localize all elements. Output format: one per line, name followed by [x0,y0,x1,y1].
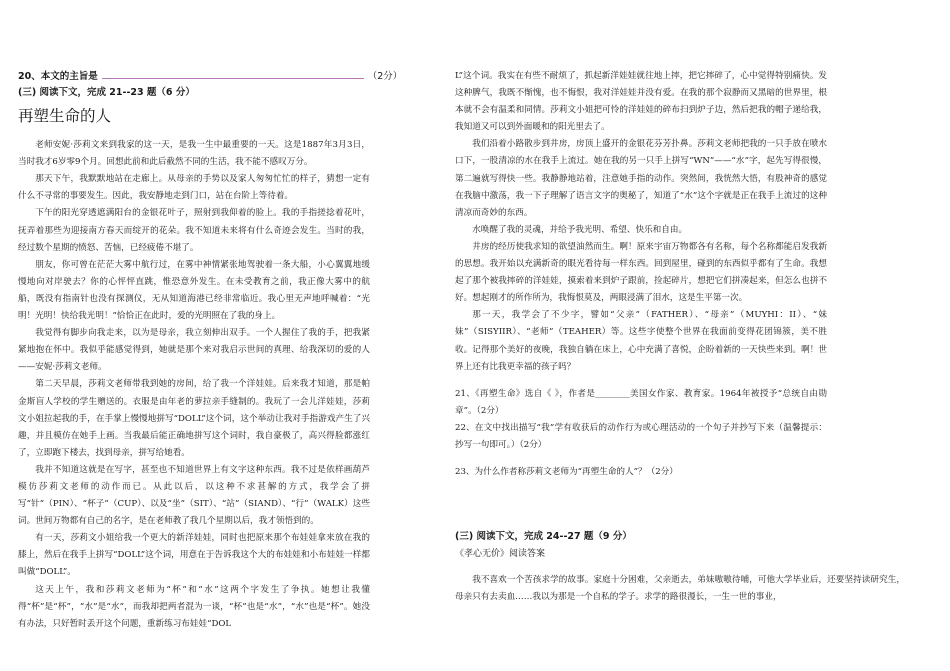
question-20-points: （2分） [367,71,403,82]
question-23: 23、为什么作者称莎莉文老师为“再塑生命的人”？（2分） [455,467,678,478]
question-20 [18,68,418,82]
section-b [455,528,905,606]
question-22: 22、在文中找出描写“我”学有收获后的动作行为或心理活动的一个句子并抄写下来（温馨提示：抄写一句即可。）（2分） [455,422,827,450]
paragraph: 那一天，我学会了不少字，譬如“父亲”（FATHER）、“母亲”（MUYHI：II）、“妹妹”（SISYIIR）、“老师”（TEAHER）等。这些字使整个世界在我面前变得花团锦簇，美不胜收。记得那个美好的夜晚，我独自躺在床上，心中充满了喜悦，企盼着新的一天快些来到。啊！世界上还有比我更幸福的孩子吗？ [455,310,827,372]
paragraph: 井房的经历使我求知的欲望油然而生。啊！原来宇宙万物都各有名称，每个名称都能启发我新的思想。我开始以充满新奇的眼光看待每一样东西。回到屋里，碰到的东西似乎都有了生命。我想起了那个被我摔碎的洋娃娃，摸索着来到炉子跟前，捡起碎片，想把它们拼凑起来，但怎么也拼不好。想起刚才的所作所为，我悔恨莫及，两眼浸满了泪水，这是生平第一次。 [455,241,827,304]
paragraph: 朋友，你可曾在茫茫大雾中航行过，在雾中神情紧张地驾驶着一条大船，小心翼翼地缓慢地向对岸驶去？你的心怦怦直跳，惟恐意外发生。在未受教育之前，我正像大雾中的航船，既没有指南针也没有探测仪，无从知道海港已经非常临近。我心里无声地呼喊着：“光明！光明！快给我光明！”恰恰正在此时，爱的光明照在了我的身上。 [18,259,370,322]
answer-blank [102,69,364,79]
paragraph: 第二天早晨，莎莉文老师带我到她的房间，给了我一个洋娃娃。后来我才知道，那是帕金斯盲人学校的学生赠送的。衣服是由年老的萝拉亲手缝制的。我玩了一会儿洋娃娃，莎莉文小姐拉起我的手，在手掌上慢慢地拼写“DOLL”这个词，这个举动让我对手指游戏产生了兴趣，并且模仿在她手上画。当我最后能正确地拼写这个词时，我自豪极了，高兴得脸都涨红了，立即跑下楼去，找到母亲，拼写给她看。 [18,379,370,458]
section-heading: (三) 阅读下文，完成 21--23 题（6 分） [18,87,195,98]
question-20-label: 20、本文的主旨是 [18,71,98,82]
left-column [18,84,370,633]
paragraph: 我们沿着小路散步到井房，房顶上盛开的金银花芬芳扑鼻。莎莉文老师把我的一只手放在喷水口下，一股清凉的水在我手上流过。她在我的另一只手上拼写“WN”——“水”字，起先写得很慢，第二遍就写得快一些。我静静地站着，注意她手指的动作。突然间，我恍然大悟，有股神奇的感觉在我脑中激荡，我一下子理解了语言文字的奥秘了，知道了“水”这个字就是正在我手上流过的这种清凉而奇妙的东西。 [455,139,827,218]
paragraph: 老师安妮·莎莉文来到我家的这一天，是我一生中最重要的一天。这是1887年3月3日，当时我才6岁零9个月。回想此前和此后截然不同的生活，我不能不感叹万分。 [18,140,370,168]
paragraph: 下午的阳光穿透遮满阳台的金银花叶子，照射到我仰着的脸上。我的手指搓捻着花叶，抚弄着那些为迎接南方春天而绽开的花朵。我不知道未来将有什么奇迹会发生。当时的我，经过数个星期的愤怒、苦恼，已经疲倦不堪了。 [18,208,370,253]
paragraph: 那天下午，我默默地站在走廊上。从母亲的手势以及家人匆匆忙忙的样子，猜想一定有什么不寻常的事要发生。因此，我安静地走到门口，站在台阶上等待着。 [18,174,370,202]
paragraph: 我觉得有脚步向我走来，以为是母亲，我立刻伸出双手。一个人握住了我的手，把我紧紧地抱在怀中。我似乎能感觉得到，她就是那个来对我启示世间的真理、给我深切的爱的人——安妮·莎莉文老师。 [18,328,370,373]
paragraph: 我不喜欢一个苦孩求学的故事。家庭十分困难，父亲逝去，弟妹嗷嗷待哺，可他大学毕业后，还要坚持读研究生，母亲只有去卖血……我以为那是一个自私的学子。求学的路很漫长，一生一世的事业， [455,575,905,602]
paragraph: 有一天，莎莉文小姐给我一个更大的新洋娃娃，同时也把原来那个布娃娃拿来放在我的膝上，然后在我手上拼写“DOLL”这个词，用意在于告诉我这个大的布娃娃和小布娃娃一样都叫做“DOLL”。 [18,533,370,578]
question-21: 21、《再塑生命》选自《 》，作者是________美国女作家、教育家。1964年被授予“总统自由勋章”。（2分） [455,388,827,416]
section-heading: (三) 阅读下文，完成 24--27 题（9 分） [455,531,632,542]
paragraph: 水唤醒了我的灵魂，并给予我光明、希望、快乐和自由。 [472,224,688,235]
article-title: 再塑生命的人 [18,108,112,126]
paragraph: L”这个词。我实在有些不耐烦了，抓起新洋娃娃就往地上摔，把它摔碎了，心中觉得特别痛快。发这种脾气，我既不惭愧，也不悔恨，我对洋娃娃并没有爱。在我的那个寂静而又黑暗的世界里，根本就不会有温柔和同情。莎莉文小姐把可怜的洋娃娃的碎布扫到炉子边，然后把我的帽子递给我，我知道又可以到外面暖和的阳光里去了。 [455,71,827,133]
paragraph: 这天上午，我和莎莉文老师为“杯”和“水”这两个字发生了争执。她想让我懂得“杯”是“杯”，“水”是“水”，而我却把两者混为一谈，“杯”也是“水”，“水”也是“杯”。她没有办法，只好暂时丢开这个问题，重新练习布娃娃“DOL [18,584,370,629]
section-subtitle: 《孝心无价》阅读答案 [455,548,546,558]
right-column [455,68,827,481]
paragraph: 我并不知道这就是在写字，甚至也不知道世界上有文字这种东西。我不过是依样画葫芦模仿莎莉文老师的动作而已。从此以后，以这种不求甚解的方式，我学会了拼写“针”（PIN）、“杯子”（CUP）、以及“坐”（SIT）、“站”（SIAND）、“行”（WALK）这些词。世间万物都有自己的名字，是在老师教了我几个星期以后，我才领悟到的。 [18,464,370,527]
